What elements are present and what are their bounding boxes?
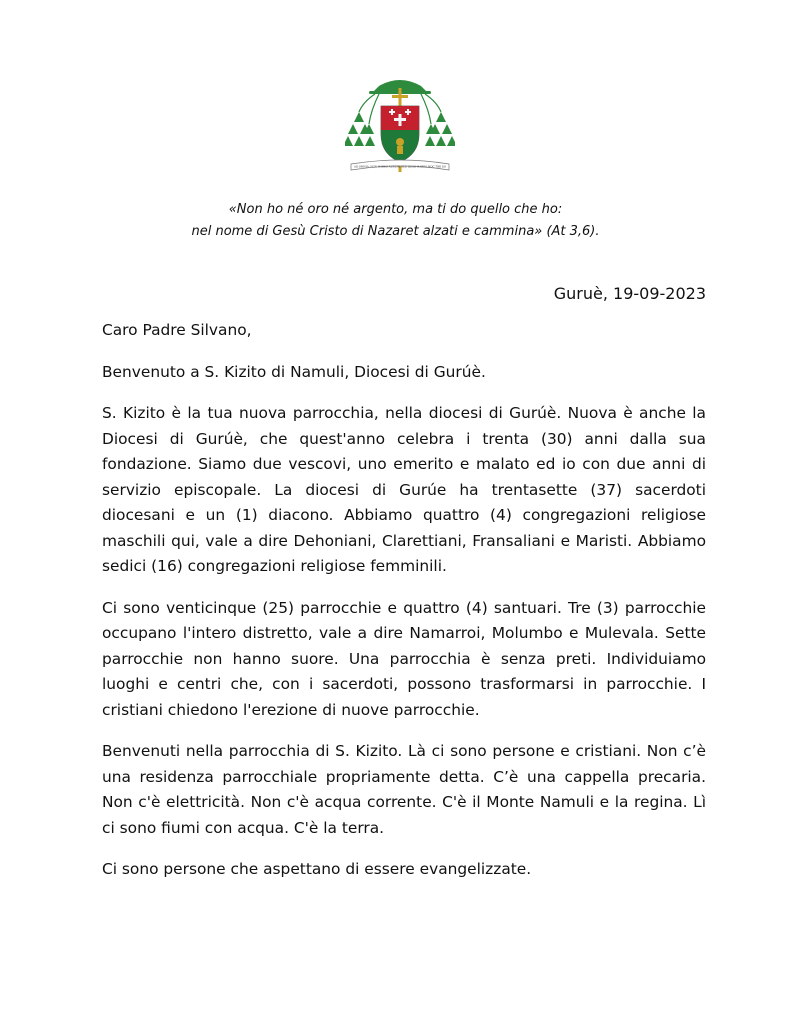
letter-paragraph-parishes: Ci sono venticinque (25) parrocchie e quattro (4) santuari. Tre (3) parrocchie occupano l'intero distretto, vale a dire Namarroi, Molumbo e Mulevala. Sette parrocchie non hanno suore. Una parrocchia è senza preti. Individuiamo luoghi e centri che, con i sacerdoti, possono trasformarsi in parrocchie. I cristiani chiedono l'erezione di nuove parrocchie. (102, 598, 706, 719)
letter-paragraph-closing: Ci sono persone che aspettano di essere evangelizzate. (102, 860, 532, 878)
scripture-motto (100, 199, 691, 243)
crest-banner-text: AD OMNIA, NON HABEO AURUM, SED QUOD HABEO HOC TIBI DO (354, 165, 446, 169)
motto-line-1: «Non ho né oro né argento, ma ti do quello che ho: (228, 202, 563, 217)
letter-body (102, 318, 706, 899)
letter-paragraph-st-kizito: Benvenuti nella parrocchia di S. Kizito. Là ci sono persone e cristiani. Non c’è una residenza parrocchiale propriamente detta. C’è una cappella precaria. Non c'è elettricità. Non c'è acqua corrente. C'è il Monte Namuli e la regina. Lì ci sono fiumi con acqua. C'è la terra. (102, 742, 706, 837)
letter-paragraph-welcome: Benvenuto a S. Kizito di Namuli, Diocesi di Gurúè. (102, 362, 486, 381)
motto-line-2: nel nome di Gesù Cristo di Nazaret alzati e cammina» (At 3,6). (191, 224, 600, 239)
episcopal-coat-of-arms (345, 72, 455, 180)
coat-of-arms-emblem (345, 72, 455, 180)
letter-salutation: Caro Padre Silvano, (102, 321, 252, 339)
letter-date: Guruè, 19-09-2023 (553, 284, 706, 303)
letter-paragraph-diocese: S. Kizito è la tua nuova parrocchia, nella diocesi di Gurúè. Nuova è anche la Diocesi di Gurúè, che quest'anno celebra i trenta (30) anni dalla sua fondazione. Siamo due vescovi, uno emerito e malato ed io con due anni di servizio episcopale. La diocesi di Gurúe ha trentasette (37) sacerdoti diocesani e un (1) diacono. Abbiamo quattro (4) congregazioni religiose maschili qui, vale a dire Dehoniani, Clarettiani, Fransaliani e Maristi. Abbiamo sedici (16) congregazioni religiose femminili. (102, 404, 706, 575)
